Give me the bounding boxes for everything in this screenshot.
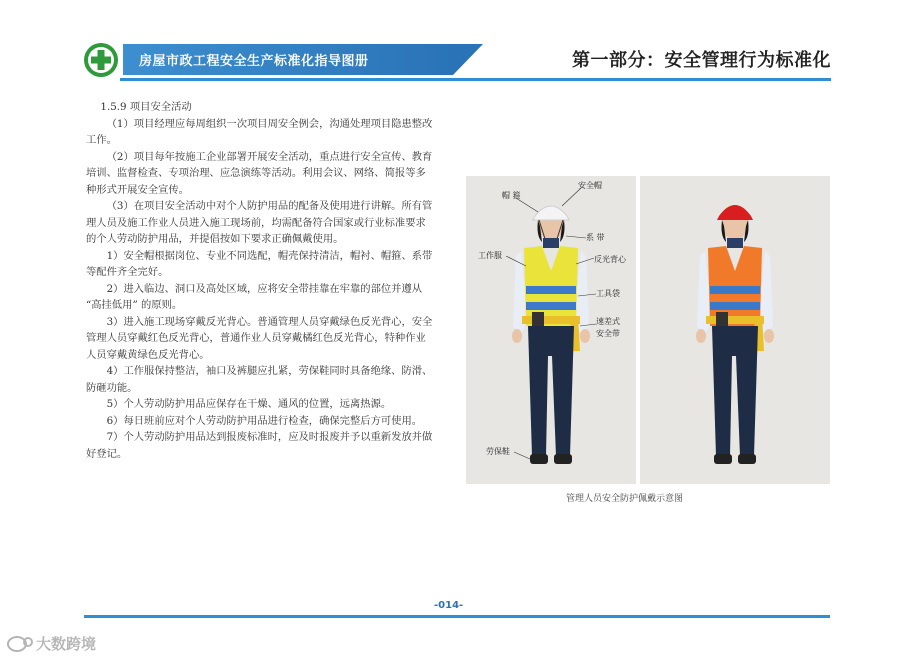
page-header xyxy=(83,40,831,80)
paragraph: 4）工作服保持整洁，袖口及裤腿应扎紧，劳保鞋同时具备绝缘、防滑、防砸功能。 xyxy=(86,365,433,394)
header-banner-tail xyxy=(453,44,483,75)
label-tool-belt: 工具袋 xyxy=(596,289,620,298)
paragraph: （2）项目每年按施工企业部署开展安全活动，重点进行安全宣传、教育培训、监督检查、专项治理、应急演练等活动。利用会议、网络、简报等多种形式开展安全宣传。 xyxy=(86,150,433,196)
paragraph: 6）每日班前应对个人劳动防护用品进行检查，确保完整后方可使用。 xyxy=(106,414,423,427)
label-helmet: 安全帽 xyxy=(578,181,602,190)
safety-cross-logo-icon xyxy=(83,42,119,78)
watermark-text: 大数跨境 xyxy=(36,635,97,653)
watermark-chat-icon xyxy=(6,634,34,656)
paragraph: 5）个人劳动防护用品应保存在干燥、通风的位置，远离热源。 xyxy=(106,398,392,410)
ppe-figure xyxy=(466,176,830,484)
label-harness-line1: 速差式 xyxy=(596,317,620,326)
paragraph: 2）进入临边、洞口及高处区域，应将安全带挂靠在牢靠的部位并遵从 “高挂低用” 的原则。 xyxy=(86,282,423,311)
footer-rule xyxy=(84,615,830,618)
section-heading: 1.5.9 项目安全活动 xyxy=(100,101,192,113)
banner-title: 房屋市政工程安全生产标准化指导图册 xyxy=(139,54,369,69)
header-rule xyxy=(120,78,831,81)
paragraph: 7）个人劳动防护用品达到报废标准时，应及时报废并予以重新发放并做好登记。 xyxy=(86,431,433,460)
label-hat-band: 帽 箍 xyxy=(502,191,521,200)
paragraph: （1）项目经理应每周组织一次项目周安全例会，沟通处理项目隐患整改工作。 xyxy=(86,117,433,146)
figure-caption: 管理人员安全防护佩戴示意图 xyxy=(566,494,684,504)
section-content xyxy=(86,99,436,462)
worker-orange-vest-illustration xyxy=(640,176,830,484)
label-work-clothes: 工作服 xyxy=(478,251,502,260)
label-shoes: 劳保鞋 xyxy=(486,447,510,456)
label-vest: 反光背心 xyxy=(594,255,626,264)
label-harness-line2: 安全带 xyxy=(596,329,620,338)
paragraph: 1）安全帽根据岗位、专业不同选配，帽壳保持清洁，帽衬、帽箍、系带等配件齐全完好。 xyxy=(86,249,433,278)
photo-yellow-vest xyxy=(466,176,636,484)
photo-orange-vest xyxy=(640,176,830,484)
part-title: 第一部分：安全管理行为标准化 xyxy=(572,50,831,71)
page-number: -014- xyxy=(434,600,464,611)
paragraph: 3）进入施工现场穿戴反光背心。普通管理人员穿戴绿色反光背心，安全管理人员穿戴红色反光背心，普通作业人员穿戴橘红色反光背心，特种作业人员穿戴黄绿色反光背心。 xyxy=(86,315,433,361)
label-strap: 系 带 xyxy=(586,233,605,242)
paragraph: （3）在项目安全活动中对个人防护用品的配备及使用进行讲解。所有管理人员及施工作业人员进入施工现场前，均需配备符合国家或行业标准要求的个人劳动防护用品，并提倡按如下要求正确佩戴使用。 xyxy=(86,200,433,245)
